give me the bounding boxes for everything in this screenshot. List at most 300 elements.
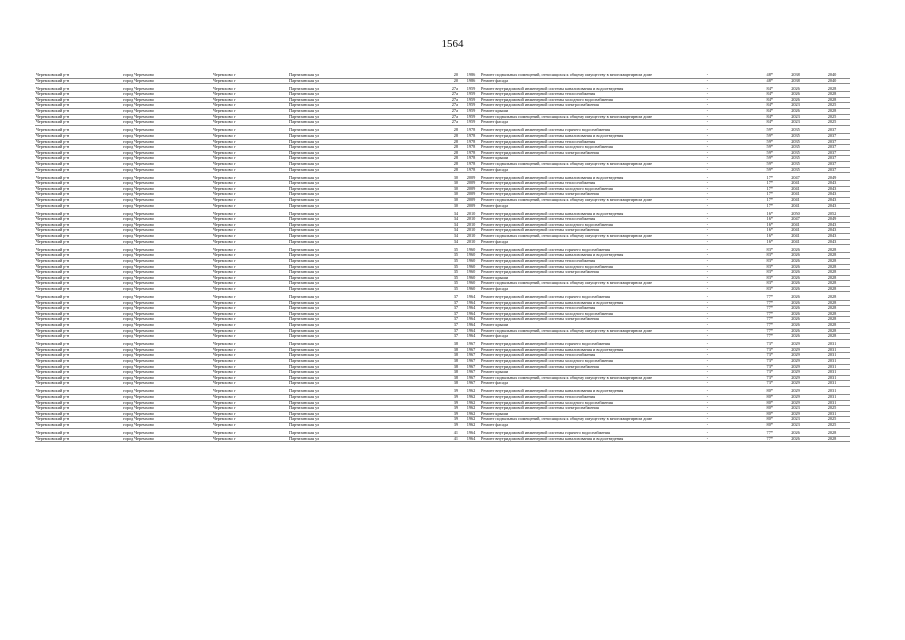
dash-cell: -	[680, 78, 735, 84]
settlement-cell: город Черемхово	[122, 217, 212, 223]
street-cell: Партизанская ул	[288, 139, 414, 145]
street-cell: Партизанская ул	[288, 423, 414, 429]
end-year-cell: 2043	[814, 239, 850, 245]
city-cell: Черемхово г	[212, 212, 288, 217]
wear-percent-cell: 16*	[735, 239, 777, 245]
repair-work-cell: Ремонт внутридомовой инженерной системы холодного водоснабжения	[480, 145, 680, 151]
city-cell: Черемхово г	[212, 431, 288, 436]
wear-percent-cell: 80*	[735, 411, 777, 417]
dash-cell: -	[680, 73, 735, 78]
settlement-cell: город Черемхово	[122, 295, 212, 300]
end-year-cell: 2025	[814, 120, 850, 126]
wear-percent-cell: 77*	[735, 328, 777, 334]
dash-cell: -	[680, 103, 735, 109]
wear-percent-cell: 48*	[735, 73, 777, 78]
city-cell: Черемхово г	[212, 347, 288, 353]
start-year-cell: 2035	[777, 139, 814, 145]
repair-work-cell: Ремонт подвальных помещений, относящихся к общему имуществу в многоквартирном доме	[480, 417, 680, 423]
dash-cell: -	[680, 281, 735, 287]
dash-cell: -	[680, 317, 735, 323]
start-year-cell: 2029	[777, 359, 814, 365]
end-year-cell: 2037	[814, 150, 850, 156]
street-cell: Партизанская ул	[288, 97, 414, 103]
end-year-cell: 2037	[814, 161, 850, 167]
district-cell: Черемховский р-н	[35, 389, 122, 394]
end-year-cell: 2028	[814, 328, 850, 334]
city-cell: Черемхово г	[212, 364, 288, 370]
house-number-cell: 35	[414, 264, 462, 270]
repair-work-cell: Ремонт внутридомовой инженерной системы холодного водоснабжения	[480, 311, 680, 317]
start-year-cell: 2026	[777, 431, 814, 436]
repair-work-cell: Ремонт внутридомовой инженерной системы канализования и водоотведения	[480, 212, 680, 217]
build-year-cell: 1964	[462, 431, 480, 436]
settlement-cell: город Черемхово	[122, 275, 212, 281]
city-cell: Черемхово г	[212, 381, 288, 387]
end-year-cell: 2028	[814, 258, 850, 264]
end-year-cell: 2043	[814, 197, 850, 203]
settlement-cell: город Черемхово	[122, 286, 212, 292]
city-cell: Черемхово г	[212, 120, 288, 126]
build-year-cell: 1967	[462, 359, 480, 365]
dash-cell: -	[680, 203, 735, 209]
build-year-cell: 1978	[462, 133, 480, 139]
repair-work-cell: Ремонт внутридомовой инженерной системы электроснабжения	[480, 103, 680, 109]
repair-work-cell: Ремонт внутридомовой инженерной системы холодного водоснабжения	[480, 264, 680, 270]
street-cell: Партизанская ул	[288, 417, 414, 423]
dash-cell: -	[680, 306, 735, 312]
street-cell: Партизанская ул	[288, 186, 414, 192]
house-number-cell: 27а	[414, 87, 462, 92]
wear-percent-cell: 73*	[735, 342, 777, 347]
house-number-cell: 28	[414, 139, 462, 145]
settlement-cell: город Черемхово	[122, 103, 212, 109]
district-cell: Черемховский р-н	[35, 228, 122, 234]
wear-percent-cell: 83*	[735, 281, 777, 287]
district-cell: Черемховский р-н	[35, 145, 122, 151]
street-cell: Партизанская ул	[288, 295, 414, 300]
start-year-cell: 2041	[777, 228, 814, 234]
start-year-cell: 2023	[777, 120, 814, 126]
street-cell: Партизанская ул	[288, 317, 414, 323]
wear-percent-cell: 83*	[735, 275, 777, 281]
repair-work-cell: Ремонт внутридомовой инженерной системы теплоснабжения	[480, 217, 680, 223]
start-year-cell: 2026	[777, 258, 814, 264]
district-cell: Черемховский р-н	[35, 197, 122, 203]
street-cell: Партизанская ул	[288, 176, 414, 181]
repair-work-cell: Ремонт внутридомовой инженерной системы канализования и водоотведения	[480, 347, 680, 353]
start-year-cell: 2029	[777, 370, 814, 376]
settlement-cell: город Черемхово	[122, 114, 212, 120]
wear-percent-cell: 59*	[735, 161, 777, 167]
district-cell: Черемховский р-н	[35, 258, 122, 264]
build-year-cell: 2010	[462, 222, 480, 228]
settlement-cell: город Черемхово	[122, 300, 212, 306]
settlement-cell: город Черемхово	[122, 239, 212, 245]
district-cell: Черемховский р-н	[35, 139, 122, 145]
settlement-cell: город Черемхово	[122, 133, 212, 139]
city-cell: Черемхово г	[212, 353, 288, 359]
house-number-cell: 37	[414, 295, 462, 300]
build-year-cell: 2009	[462, 203, 480, 209]
district-cell: Черемховский р-н	[35, 103, 122, 109]
house-number-cell: 35	[414, 258, 462, 264]
repair-work-cell: Ремонт внутридомовой инженерной системы холодного водоснабжения	[480, 186, 680, 192]
settlement-cell: город Черемхово	[122, 264, 212, 270]
start-year-cell: 2041	[777, 234, 814, 240]
settlement-cell: город Черемхово	[122, 234, 212, 240]
end-year-cell: 2043	[814, 203, 850, 209]
dash-cell: -	[680, 228, 735, 234]
repair-work-cell: Ремонт подвальных помещений, относящихся к общему имуществу в многоквартирном доме	[480, 234, 680, 240]
city-cell: Черемхово г	[212, 186, 288, 192]
repair-work-cell: Ремонт фасада	[480, 120, 680, 126]
build-year-cell: 1962	[462, 406, 480, 412]
wear-percent-cell: 73*	[735, 359, 777, 365]
end-year-cell: 2031	[814, 342, 850, 347]
start-year-cell: 2038	[777, 73, 814, 78]
city-cell: Черемхово г	[212, 300, 288, 306]
build-year-cell: 1962	[462, 389, 480, 394]
street-cell: Партизанская ул	[288, 73, 414, 78]
city-cell: Черемхово г	[212, 264, 288, 270]
end-year-cell: 2028	[814, 92, 850, 98]
street-cell: Партизанская ул	[288, 406, 414, 412]
repair-work-cell: Ремонт внутридомовой инженерной системы канализования и водоотведения	[480, 133, 680, 139]
district-cell: Черемховский р-н	[35, 253, 122, 259]
repair-work-cell: Ремонт крыши	[480, 156, 680, 162]
house-number-cell: 27а	[414, 120, 462, 126]
settlement-cell: город Черемхово	[122, 161, 212, 167]
street-cell: Партизанская ул	[288, 103, 414, 109]
start-year-cell: 2047	[777, 176, 814, 181]
district-cell: Черемховский р-н	[35, 347, 122, 353]
district-cell: Черемховский р-н	[35, 234, 122, 240]
district-cell: Черемховский р-н	[35, 306, 122, 312]
street-cell: Партизанская ул	[288, 92, 414, 98]
house-number-cell: 30	[414, 176, 462, 181]
wear-percent-cell: 59*	[735, 156, 777, 162]
settlement-cell: город Черемхово	[122, 139, 212, 145]
build-year-cell: 1959	[462, 109, 480, 115]
wear-percent-cell: 16*	[735, 228, 777, 234]
city-cell: Черемхово г	[212, 133, 288, 139]
settlement-cell: город Черемхово	[122, 120, 212, 126]
house-number-cell: 37	[414, 306, 462, 312]
wear-percent-cell: 59*	[735, 133, 777, 139]
build-year-cell: 1978	[462, 161, 480, 167]
city-cell: Черемхово г	[212, 128, 288, 133]
wear-percent-cell: 16*	[735, 217, 777, 223]
city-cell: Черемхово г	[212, 306, 288, 312]
street-cell: Партизанская ул	[288, 150, 414, 156]
start-year-cell: 2035	[777, 167, 814, 173]
city-cell: Черемхово г	[212, 181, 288, 187]
dash-cell: -	[680, 334, 735, 340]
start-year-cell: 2029	[777, 400, 814, 406]
settlement-cell: город Черемхово	[122, 97, 212, 103]
start-year-cell: 2023	[777, 423, 814, 429]
build-year-cell: 1959	[462, 120, 480, 126]
settlement-cell: город Черемхово	[122, 281, 212, 287]
start-year-cell: 2029	[777, 389, 814, 394]
street-cell: Партизанская ул	[288, 364, 414, 370]
house-number-cell: 35	[414, 248, 462, 253]
settlement-cell: город Черемхово	[122, 212, 212, 217]
dash-cell: -	[680, 411, 735, 417]
end-year-cell: 2031	[814, 347, 850, 353]
district-cell: Черемховский р-н	[35, 150, 122, 156]
end-year-cell: 2049	[814, 217, 850, 223]
dash-cell: -	[680, 328, 735, 334]
house-number-cell: 41	[414, 431, 462, 436]
wear-percent-cell: 84*	[735, 114, 777, 120]
dash-cell: -	[680, 258, 735, 264]
street-cell: Партизанская ул	[288, 328, 414, 334]
settlement-cell: город Черемхово	[122, 342, 212, 347]
wear-percent-cell: 80*	[735, 423, 777, 429]
start-year-cell: 2026	[777, 334, 814, 340]
street-cell: Партизанская ул	[288, 411, 414, 417]
street-cell: Партизанская ул	[288, 306, 414, 312]
start-year-cell: 2026	[777, 322, 814, 328]
settlement-cell: город Черемхово	[122, 431, 212, 436]
house-number-cell: 39	[414, 400, 462, 406]
end-year-cell: 2043	[814, 192, 850, 198]
district-cell: Черемховский р-н	[35, 87, 122, 92]
start-year-cell: 2023	[777, 114, 814, 120]
build-year-cell: 1960	[462, 281, 480, 287]
district-cell: Черемховский р-н	[35, 375, 122, 381]
city-cell: Черемхово г	[212, 389, 288, 394]
house-number-cell: 37	[414, 317, 462, 323]
wear-percent-cell: 80*	[735, 389, 777, 394]
repair-work-cell: Ремонт фасада	[480, 239, 680, 245]
repair-work-cell: Ремонт подвальных помещений, относящихся к общему имуществу в многоквартирном доме	[480, 73, 680, 78]
district-cell: Черемховский р-н	[35, 133, 122, 139]
start-year-cell: 2023	[777, 417, 814, 423]
city-cell: Черемхово г	[212, 103, 288, 109]
street-cell: Партизанская ул	[288, 197, 414, 203]
settlement-cell: город Черемхово	[122, 181, 212, 187]
city-cell: Черемхово г	[212, 234, 288, 240]
house-number-cell: 27а	[414, 103, 462, 109]
dash-cell: -	[680, 212, 735, 217]
city-cell: Черемхово г	[212, 423, 288, 429]
end-year-cell: 2028	[814, 275, 850, 281]
settlement-cell: город Черемхово	[122, 156, 212, 162]
house-number-cell: 38	[414, 381, 462, 387]
repair-work-cell: Ремонт внутридомовой инженерной системы холодного водоснабжения	[480, 359, 680, 365]
end-year-cell: 2028	[814, 334, 850, 340]
end-year-cell: 2028	[814, 97, 850, 103]
settlement-cell: город Черемхово	[122, 167, 212, 173]
start-year-cell: 2026	[777, 275, 814, 281]
wear-percent-cell: 84*	[735, 87, 777, 92]
dash-cell: -	[680, 347, 735, 353]
district-cell: Черемховский р-н	[35, 156, 122, 162]
end-year-cell: 2031	[814, 400, 850, 406]
street-cell: Партизанская ул	[288, 181, 414, 187]
start-year-cell: 2047	[777, 217, 814, 223]
district-cell: Черемховский р-н	[35, 120, 122, 126]
wear-percent-cell: 83*	[735, 253, 777, 259]
repair-work-cell: Ремонт подвальных помещений, относящихся к общему имуществу в многоквартирном доме	[480, 161, 680, 167]
end-year-cell: 2043	[814, 186, 850, 192]
end-year-cell: 2037	[814, 128, 850, 133]
end-year-cell: 2031	[814, 411, 850, 417]
settlement-cell: город Черемхово	[122, 322, 212, 328]
wear-percent-cell: 17*	[735, 176, 777, 181]
repair-work-cell: Ремонт подвальных помещений, относящихся к общему имуществу в многоквартирном доме	[480, 114, 680, 120]
end-year-cell: 2031	[814, 375, 850, 381]
house-number-cell: 39	[414, 411, 462, 417]
build-year-cell: 2010	[462, 234, 480, 240]
repair-work-cell: Ремонт внутридомовой инженерной системы холодного водоснабжения	[480, 97, 680, 103]
build-year-cell: 2010	[462, 228, 480, 234]
settlement-cell: город Черемхово	[122, 192, 212, 198]
street-cell: Партизанская ул	[288, 353, 414, 359]
street-cell: Партизанская ул	[288, 109, 414, 115]
build-year-cell: 1964	[462, 317, 480, 323]
repair-work-cell: Ремонт внутридомовой инженерной системы горячего водоснабжения	[480, 295, 680, 300]
city-cell: Черемхово г	[212, 139, 288, 145]
table-body	[35, 73, 850, 442]
repair-work-cell: Ремонт внутридомовой инженерной системы канализования и водоотведения	[480, 389, 680, 394]
repair-work-cell: Ремонт внутридомовой инженерной системы электроснабжения	[480, 364, 680, 370]
build-year-cell: 1978	[462, 167, 480, 173]
end-year-cell: 2028	[814, 281, 850, 287]
dash-cell: -	[680, 311, 735, 317]
dash-cell: -	[680, 275, 735, 281]
end-year-cell: 2028	[814, 317, 850, 323]
settlement-cell: город Черемхово	[122, 381, 212, 387]
city-cell: Черемхово г	[212, 411, 288, 417]
start-year-cell: 2026	[777, 92, 814, 98]
settlement-cell: город Черемхово	[122, 150, 212, 156]
street-cell: Партизанская ул	[288, 234, 414, 240]
street-cell: Партизанская ул	[288, 128, 414, 133]
house-number-cell: 38	[414, 342, 462, 347]
end-year-cell: 2028	[814, 109, 850, 115]
repair-work-cell: Ремонт крыши	[480, 370, 680, 376]
city-cell: Черемхово г	[212, 275, 288, 281]
wear-percent-cell: 17*	[735, 181, 777, 187]
end-year-cell: 2031	[814, 353, 850, 359]
repair-work-cell: Ремонт внутридомовой инженерной системы теплоснабжения	[480, 353, 680, 359]
house-number-cell: 38	[414, 353, 462, 359]
start-year-cell: 2029	[777, 395, 814, 401]
street-cell: Партизанская ул	[288, 114, 414, 120]
district-cell: Черемховский р-н	[35, 381, 122, 387]
build-year-cell: 1962	[462, 400, 480, 406]
city-cell: Черемхово г	[212, 417, 288, 423]
district-cell: Черемховский р-н	[35, 411, 122, 417]
wear-percent-cell: 17*	[735, 192, 777, 198]
dash-cell: -	[680, 167, 735, 173]
settlement-cell: город Черемхово	[122, 347, 212, 353]
district-cell: Черемховский р-н	[35, 78, 122, 84]
build-year-cell: 1967	[462, 342, 480, 347]
start-year-cell: 2029	[777, 347, 814, 353]
repair-work-cell: Ремонт внутридомовой инженерной системы канализования и водоотведения	[480, 176, 680, 181]
build-year-cell: 1960	[462, 270, 480, 276]
district-cell: Черемховский р-н	[35, 161, 122, 167]
repair-work-cell: Ремонт крыши	[480, 109, 680, 115]
district-cell: Черемховский р-н	[35, 423, 122, 429]
wear-percent-cell: 84*	[735, 109, 777, 115]
wear-percent-cell: 83*	[735, 264, 777, 270]
end-year-cell: 2028	[814, 87, 850, 92]
repair-work-cell: Ремонт внутридомовой инженерной системы теплоснабжения	[480, 258, 680, 264]
city-cell: Черемхово г	[212, 400, 288, 406]
dash-cell: -	[680, 176, 735, 181]
settlement-cell: город Черемхово	[122, 334, 212, 340]
wear-percent-cell: 77*	[735, 334, 777, 340]
street-cell: Партизанская ул	[288, 145, 414, 151]
district-cell: Черемховский р-н	[35, 317, 122, 323]
city-cell: Черемхово г	[212, 73, 288, 78]
district-cell: Черемховский р-н	[35, 431, 122, 436]
district-cell: Черемховский р-н	[35, 248, 122, 253]
start-year-cell: 2041	[777, 181, 814, 187]
district-cell: Черемховский р-н	[35, 97, 122, 103]
settlement-cell: город Черемхово	[122, 389, 212, 394]
wear-percent-cell: 59*	[735, 150, 777, 156]
settlement-cell: город Черемхово	[122, 270, 212, 276]
settlement-cell: город Черемхово	[122, 359, 212, 365]
house-number-cell: 34	[414, 217, 462, 223]
city-cell: Черемхово г	[212, 328, 288, 334]
build-year-cell: 1986	[462, 78, 480, 84]
repair-work-cell: Ремонт внутридомовой инженерной системы теплоснабжения	[480, 306, 680, 312]
city-cell: Черемхово г	[212, 217, 288, 223]
repair-work-cell: Ремонт внутридомовой инженерной системы холодного водоснабжения	[480, 400, 680, 406]
build-year-cell: 2009	[462, 186, 480, 192]
street-cell: Партизанская ул	[288, 87, 414, 92]
end-year-cell: 2031	[814, 364, 850, 370]
wear-percent-cell: 83*	[735, 258, 777, 264]
district-cell: Черемховский р-н	[35, 395, 122, 401]
build-year-cell: 1967	[462, 364, 480, 370]
house-number-cell: 37	[414, 328, 462, 334]
settlement-cell: город Черемхово	[122, 258, 212, 264]
wear-percent-cell: 73*	[735, 375, 777, 381]
settlement-cell: город Черемхово	[122, 395, 212, 401]
street-cell: Партизанская ул	[288, 375, 414, 381]
dash-cell: -	[680, 248, 735, 253]
house-number-cell: 38	[414, 375, 462, 381]
settlement-cell: город Черемхово	[122, 311, 212, 317]
repair-work-cell: Ремонт фасада	[480, 334, 680, 340]
start-year-cell: 2026	[777, 253, 814, 259]
street-cell: Партизанская ул	[288, 203, 414, 209]
street-cell: Партизанская ул	[288, 270, 414, 276]
build-year-cell: 1960	[462, 286, 480, 292]
wear-percent-cell: 80*	[735, 406, 777, 412]
start-year-cell: 2026	[777, 328, 814, 334]
repair-work-cell: Ремонт внутридомовой инженерной системы канализования и водоотведения	[480, 300, 680, 306]
street-cell: Партизанская ул	[288, 436, 414, 442]
wear-percent-cell: 84*	[735, 120, 777, 126]
street-cell: Партизанская ул	[288, 156, 414, 162]
street-cell: Партизанская ул	[288, 120, 414, 126]
end-year-cell: 2049	[814, 176, 850, 181]
build-year-cell: 1962	[462, 395, 480, 401]
house-number-cell: 39	[414, 406, 462, 412]
district-cell: Черемховский р-н	[35, 192, 122, 198]
end-year-cell: 2028	[814, 311, 850, 317]
settlement-cell: город Черемхово	[122, 145, 212, 151]
